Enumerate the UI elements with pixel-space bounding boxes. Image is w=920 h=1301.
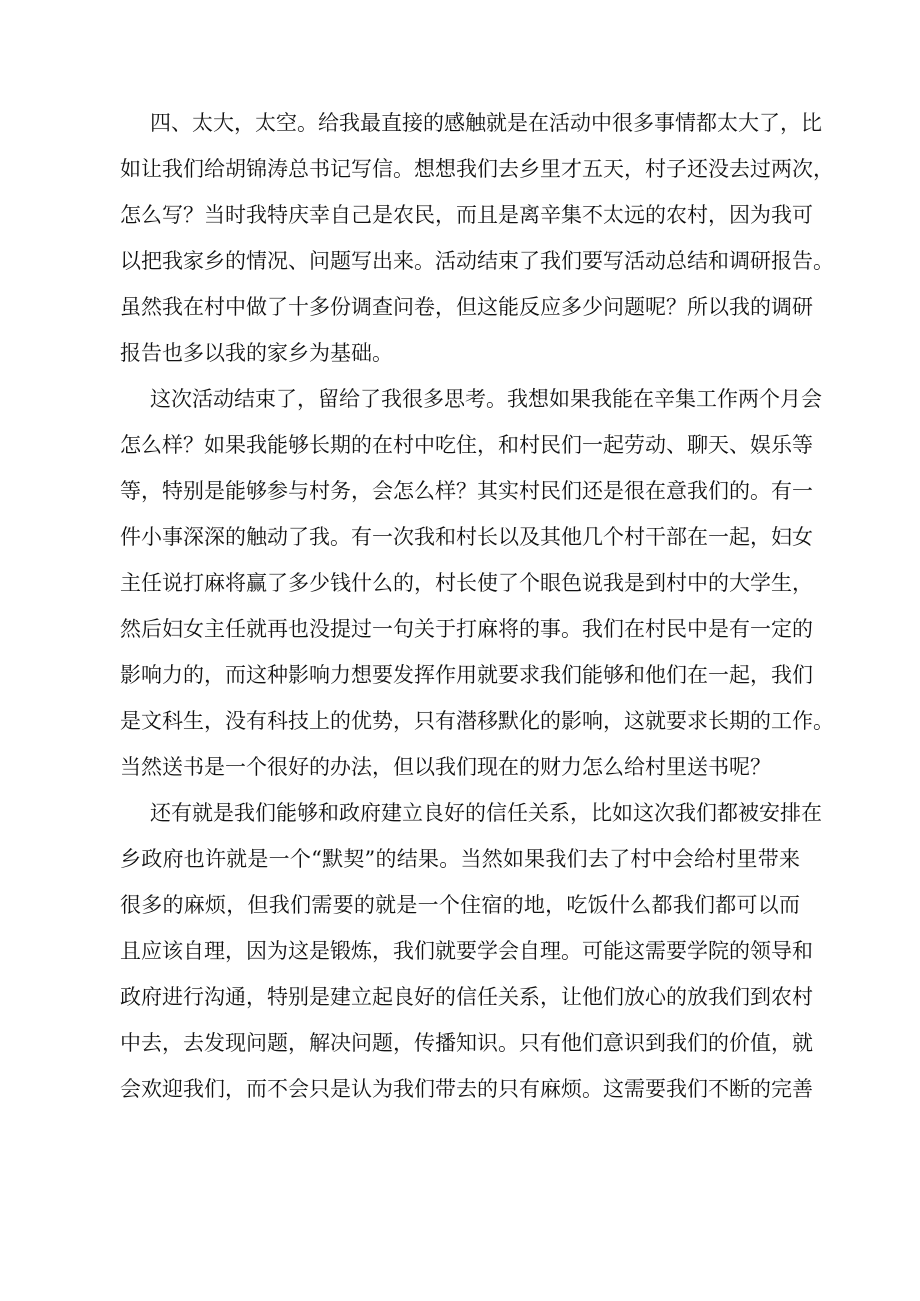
text-line: 主任说打麻将赢了多少钱什么的，村长使了个眼色说我是到村中的大学生，: [120, 571, 813, 595]
text-line: 等，特别是能够参与村务，会怎么样？其实村民们还是很在意我们的。有一: [120, 479, 813, 503]
text-line: 还有就是我们能够和政府建立良好的信任关系，比如这次我们都被安排在: [150, 801, 822, 825]
text-line: 虽然我在村中做了十多份调查问卷，但这能反应多少问题呢？所以我的调研: [120, 295, 813, 319]
text-line: 政府进行沟通，特别是建立起良好的信任关系，让他们放心的放我们到农村: [120, 985, 813, 1009]
text-line: 如让我们给胡锦涛总书记写信。想想我们去乡里才五天，村子还没去过两次，: [120, 157, 834, 181]
text-line: 四、太大，太空。给我最直接的感触就是在活动中很多事情都太大了，比: [150, 111, 822, 135]
document-body: [120, 100, 834, 1112]
text-line: 当然送书是一个很好的办法，但以我们现在的财力怎么给村里送书呢？: [120, 755, 771, 779]
text-line: 然后妇女主任就再也没提过一句关于打麻将的事。我们在村民中是有一定的: [120, 617, 813, 641]
text-line: 中去，去发现问题，解决问题，传播知识。只有他们意识到我们的价值，就: [120, 1031, 813, 1055]
text-line: 件小事深深的触动了我。有一次我和村长以及其他几个村干部在一起，妇女: [120, 525, 813, 549]
text-line: 报告也多以我的家乡为基础。: [120, 341, 393, 365]
text-line: 以把我家乡的情况、问题写出来。活动结束了我们要写活动总结和调研报告。: [120, 249, 834, 273]
text-line: 乡政府也许就是一个“默契”的结果。当然如果我们去了村中会给村里带来: [120, 847, 800, 871]
text-line: 会欢迎我们，而不会只是认为我们带去的只有麻烦。这需要我们不断的完善: [120, 1077, 813, 1101]
text-line: 是文科生，没有科技上的优势，只有潜移默化的影响，这就要求长期的工作。: [120, 709, 834, 733]
text-line: 怎么写？当时我特庆幸自己是农民，而且是离辛集不太远的农村，因为我可: [120, 203, 813, 227]
text-line: 且应该自理，因为这是锻炼，我们就要学会自理。可能这需要学院的领导和: [120, 939, 813, 963]
text-line: 很多的麻烦，但我们需要的就是一个住宿的地，吃饭什么都我们都可以而: [120, 893, 800, 917]
text-line: 怎么样？如果我能够长期的在村中吃住，和村民们一起劳动、聊天、娱乐等: [120, 433, 813, 457]
text-line: 影响力的，而这种影响力想要发挥作用就要求我们能够和他们在一起，我们: [120, 663, 813, 687]
text-line: 这次活动结束了，留给了我很多思考。我想如果我能在辛集工作两个月会: [150, 387, 822, 411]
